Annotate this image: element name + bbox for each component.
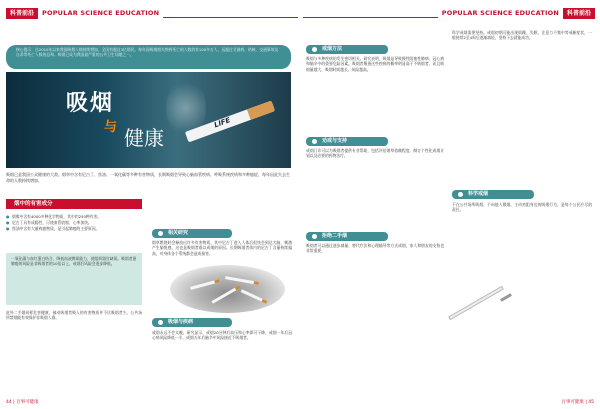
section-heading: 吸烟与疾病 [152,318,232,327]
body-text: 戒烟门诊可以为吸烟者提供专业帮助，包括评估烟草依赖程度、制订个性化戒烟计划以及必要的药物治疗。 [306,148,444,159]
header-title: POPULAR SCIENCE EDUCATION [441,9,559,17]
hero-subtitle: 健康 [124,126,164,150]
intro-box [6,45,291,69]
list-item: ● 尼古丁具有成瘾性，可使血管收缩、心率加快。 [6,220,146,225]
header-rule [163,17,298,18]
cigarette-butt [225,276,259,285]
highlight-box [6,253,142,305]
body-text: 科学戒烟需要坚持。戒烟初期可能出现烦躁、失眠、注意力不集中等戒断症状，一般持续2至4周后逐渐减轻，坚持下去就能成功。 [452,30,592,41]
header-rule [303,17,438,18]
intro-text: 核心提示：自2010年以来我国吸烟人数持续增加，全国有超过3亿烟民。每年因吸烟相关疾病死亡的人数约有100多万人，远超过艾滋病、结核、交通事故及自杀等死亡人数的总和。吸烟已成为我国最严重的公共卫生问题之一。 [16,47,279,57]
cigarette-butt [211,285,240,304]
header-right [303,8,595,19]
cigarette-body [448,286,504,320]
section-tag: 科普前沿 [6,8,38,19]
cigarette-graphic [445,296,525,308]
list-item: ● 烟雾中含有4000多种化学物质，其中约250种有害。 [6,214,146,219]
body-text: 烟草燃烧时会释放出许多有害物质，其中尼古丁进入人体后很快会到达大脑，刺激产生愉悦感，这也是吸烟者难以戒烟的原因。长期吸烟者体内的尼古丁含量持续偏高，对身体各个系统都会造成损害。 [152,240,292,256]
cigarette-butt [190,279,220,290]
cigarette-brand: LIFE [213,116,232,130]
hero-connector: 与 [104,120,118,135]
section-heading: 科学戒烟 [452,190,534,199]
section-heading: 拒绝二手烟 [306,232,388,241]
section-heading: 劝戒与支持 [306,137,388,146]
section-heading: 烟中的有害成分 [6,199,142,209]
section-tag: 科普前沿 [563,8,595,19]
highlight-text: 一氧化碳与血红蛋白结合，降低血液携氧能力，使组织器官缺氧。吸烟者患肺癌的风险是非吸烟者的10倍以上，戒烟后风险会逐步降低。 [11,256,137,267]
hero-title: 吸烟 [66,90,115,116]
lead-paragraph: 吸烟已是我国公众健康的大敌。烟草中含有尼古丁、焦油、一氧化碳等多种有害物质，长期吸烟会导致心脑血管疾病、呼吸系统疾病和多种癌症，每年因此失去生命的人数持续增加。 [6,172,290,183]
cigarette-butt [241,289,268,304]
body-text: 此外二手烟同样危害健康，被动吸烟者吸入的有害物质并不比吸烟者少。公共场所禁烟能有效保护非吸烟人群。 [6,310,142,321]
page-footer-left: 44 | 百事可健康 [6,400,39,405]
body-text: 吸烟者可以通过逐步减量、替代疗法和心理辅导等方式戒烟，家人和朋友的支持也非常重要。 [306,243,444,254]
cigarette-filter [247,101,275,120]
body-text: 戒烟永远不会太晚。研究显示，戒烟20分钟后血压和心率即可下降，戒烟一年后冠心病风险降低一半，戒烟五年后脑卒中风险接近不吸烟者。 [152,330,292,341]
hero-image [6,72,291,168]
list-item: ● 焦油中含有大量致癌物质，是引起肺癌的主要原因。 [6,226,146,231]
harm-points [6,214,146,233]
page-footer-right: 百事可健康 | 45 [561,400,594,405]
section-heading: 戒烟方法 [306,45,388,54]
section-heading: 相关研究 [152,229,232,238]
ashtray-image [170,265,285,313]
header-left [6,8,298,19]
body-text: 不在公共场所吸烟，不向他人敬烟，主动劝阻身边的吸烟行为，是每个公民应尽的责任。 [452,202,592,213]
cigarette-ash [500,293,512,302]
header-title: POPULAR SCIENCE EDUCATION [42,9,160,17]
body-text: 吸烟与多种疾病的发生密切相关。研究表明，吸烟是导致慢性阻塞性肺病、冠心病和脑卒中的重要危险因素。吸烟者罹患这些疾病的概率明显高于不吸烟者，而且吸烟量越大、吸烟时间越长，风险越高。 [306,56,444,72]
